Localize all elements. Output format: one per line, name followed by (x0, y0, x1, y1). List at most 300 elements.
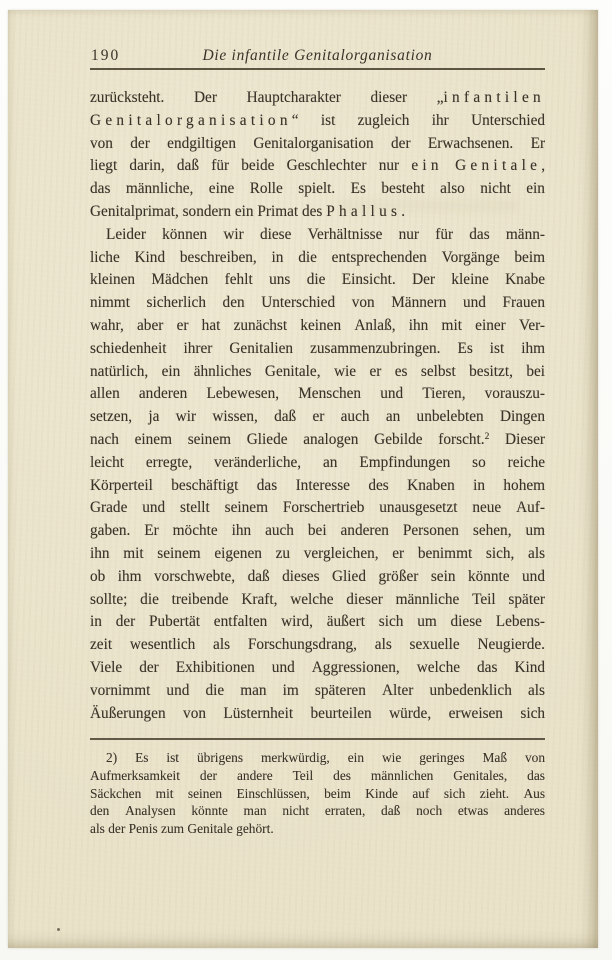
text-run: unbedenklich (429, 681, 512, 699)
text-run: Pubertät (149, 613, 200, 631)
text-run: Forschertrieb (282, 499, 365, 517)
word-gap (166, 703, 183, 726)
word-gap (153, 475, 171, 498)
text-run: ihm (117, 567, 142, 585)
text-line (90, 589, 545, 612)
text-run: von (524, 750, 545, 766)
text-run: für (211, 157, 230, 175)
word-gap (309, 802, 325, 820)
word-gap (351, 767, 371, 785)
word-gap (366, 178, 381, 201)
text-run: Alter (381, 681, 414, 699)
text-line (90, 133, 545, 156)
text-run: beurteilen (310, 704, 372, 722)
word-gap (165, 497, 180, 520)
word-gap (172, 429, 188, 452)
word-gap (245, 292, 262, 315)
text-run: um (525, 522, 545, 540)
word-gap (427, 247, 442, 270)
text-run: Kinde (365, 785, 398, 801)
word-gap (148, 361, 161, 384)
text-line (90, 566, 545, 589)
text-run: das (256, 476, 278, 494)
text-run: sexuelle (409, 636, 460, 654)
text-run: ein (161, 362, 181, 380)
text-run: als der Penis zum Genitale gehört. (90, 821, 274, 837)
text-run: Es (350, 180, 366, 198)
word-gap (268, 497, 283, 520)
word-gap (251, 520, 265, 543)
word-gap (509, 785, 523, 803)
word-gap (270, 566, 282, 589)
text-run: Männern (391, 294, 447, 312)
word-gap (243, 749, 261, 767)
text-run: Körperteil (90, 476, 153, 494)
text-run: an (385, 408, 401, 426)
text-run: Ver- (518, 316, 545, 334)
text-run: und (271, 658, 295, 676)
word-gap (207, 224, 223, 247)
word-gap (273, 767, 293, 785)
word-gap (327, 520, 341, 543)
text-run: in (90, 613, 102, 631)
text-run: merkwürdig, (260, 750, 330, 766)
text-run: Grade (90, 499, 128, 517)
text-run: dieser (370, 89, 408, 106)
word-gap (193, 178, 208, 201)
text-run: natürlich, (90, 362, 149, 380)
text-run: auch (265, 522, 294, 540)
word-gap (489, 269, 505, 292)
text-run: von (90, 134, 113, 152)
text-run: Einschlüssen, (236, 785, 310, 801)
word-gap (255, 657, 272, 680)
text-run: des (333, 768, 351, 784)
word-gap (408, 361, 421, 384)
word-gap (301, 452, 323, 475)
text-run: geringes (419, 750, 465, 766)
word-gap (450, 452, 472, 475)
word-gap (253, 269, 269, 292)
text-run: könnte (467, 567, 510, 585)
word-gap (486, 292, 503, 315)
text-run: zeit (90, 636, 113, 654)
text-run: Lebens- (495, 613, 545, 631)
text-run: ihn (231, 522, 252, 540)
word-gap (364, 749, 382, 767)
page-header (90, 46, 545, 66)
text-run: von (183, 704, 206, 722)
word-gap (330, 749, 348, 767)
text-run: kleine (451, 271, 489, 289)
word-gap (180, 361, 193, 384)
word-gap (403, 383, 422, 406)
text-run: übrigens (196, 750, 244, 766)
text-run: nicht (282, 803, 310, 819)
text-run: des (368, 476, 389, 494)
text-run: uns (269, 271, 291, 289)
text-run: keinen (300, 316, 342, 334)
text-run: es (394, 362, 408, 380)
text-run: Leider (106, 225, 146, 243)
text-run: nur (398, 225, 420, 243)
text-run: Viele (90, 658, 123, 676)
text-run: . (401, 202, 406, 220)
word-gap (117, 155, 129, 178)
text-run: Knaben (407, 476, 455, 494)
text-run: vornimmt (90, 681, 151, 699)
word-gap (164, 87, 194, 110)
text-run: anderes (504, 803, 545, 819)
text-run: liche (90, 248, 120, 266)
text-run: seinem (157, 544, 201, 562)
text-run: dieses (282, 567, 320, 585)
text-run: also (440, 180, 465, 198)
word-gap (220, 315, 233, 338)
text-run: entfalten (213, 613, 268, 631)
text-run: Teil (292, 768, 314, 784)
text-run: ist (166, 750, 180, 766)
ink-speck (57, 928, 60, 931)
text-run: und (166, 681, 190, 699)
word-gap (364, 497, 379, 520)
text-line (90, 703, 545, 726)
text-run: zu (275, 544, 291, 562)
word-gap (229, 589, 242, 612)
text-line (90, 475, 545, 498)
text-line (90, 383, 545, 406)
word-gap (294, 520, 308, 543)
word-gap (357, 634, 375, 657)
word-gap (159, 520, 173, 543)
text-run: Geschlechter (286, 157, 367, 175)
text-run: Unterschied (471, 111, 545, 129)
word-gap (335, 292, 352, 315)
text-run: das (527, 768, 545, 784)
text-run: daß (381, 803, 401, 819)
word-gap (484, 406, 500, 429)
text-run: nur (378, 157, 400, 175)
word-gap (321, 361, 334, 384)
text-run: Gebilde (374, 430, 423, 448)
word-gap (465, 749, 483, 767)
word-gap (150, 133, 167, 156)
text-run: Teil (472, 590, 496, 608)
word-gap (428, 315, 441, 338)
word-gap (366, 680, 382, 703)
text-run: seinem (187, 430, 232, 448)
word-gap (230, 634, 248, 657)
word-gap (120, 247, 135, 270)
word-gap (113, 133, 130, 156)
text-line (90, 785, 545, 803)
word-gap (120, 383, 139, 406)
text-run: einer (475, 316, 506, 334)
word-gap (453, 224, 469, 247)
word-gap (124, 452, 146, 475)
word-gap (235, 566, 247, 589)
word-gap (117, 749, 135, 767)
text-run: anderen (138, 385, 188, 403)
text-run: Genitalien (229, 339, 294, 357)
text-run: beide (241, 157, 275, 175)
text-run: möchte (172, 522, 218, 540)
text-line (90, 315, 545, 338)
word-gap (506, 315, 519, 338)
word-gap (404, 543, 418, 566)
text-run: als (213, 636, 231, 654)
word-gap (283, 247, 298, 270)
text-run: sicherlich (146, 294, 206, 312)
word-gap (217, 767, 237, 785)
word-gap (335, 178, 350, 201)
text-run: männlichen (370, 768, 434, 784)
text-run: andere (236, 768, 273, 784)
word-gap (102, 611, 116, 634)
word-gap (472, 543, 486, 566)
footnote-reference: 2 (484, 431, 490, 442)
word-gap (455, 475, 473, 498)
word-gap (513, 133, 530, 156)
word-gap (456, 361, 469, 384)
text-run: leicht (90, 453, 124, 471)
word-gap (122, 657, 139, 680)
word-gap (351, 785, 365, 803)
text-run: Kind (514, 658, 545, 676)
word-gap (290, 269, 306, 292)
word-gap (130, 520, 144, 543)
text-line (90, 749, 545, 767)
text-run: zunächst (233, 316, 288, 334)
text-run: Maß (482, 750, 508, 766)
text-run: ihn (408, 316, 429, 334)
text-line (90, 520, 545, 543)
text-run: beschreiben, (179, 248, 257, 266)
word-gap (382, 224, 398, 247)
word-gap (459, 589, 472, 612)
text-line (90, 543, 545, 566)
page-number: 190 (91, 47, 121, 64)
letterspaced-emphasis: Genitalorganisation (90, 111, 292, 129)
text-run: Tieren, (422, 385, 466, 403)
word-gap (228, 802, 244, 820)
text-run: , (541, 157, 545, 175)
text-run: er (176, 316, 189, 334)
word-gap (361, 383, 380, 406)
text-line (90, 155, 545, 178)
text-run: ist (320, 111, 336, 129)
word-gap (224, 680, 240, 703)
text-run: eine (208, 180, 235, 198)
word-gap (372, 703, 389, 726)
word-gap (392, 634, 410, 657)
text-run: veränderliche, (214, 453, 302, 471)
word-gap (135, 269, 151, 292)
letterspaced-emphasis: infantilen (443, 89, 545, 106)
text-run: neue (472, 499, 502, 517)
text-run: wahr, (90, 316, 124, 334)
text-run: und (142, 499, 166, 517)
word-gap (437, 611, 451, 634)
word-gap (313, 611, 327, 634)
word-gap (287, 315, 300, 338)
text-run: Säckchen (90, 785, 142, 801)
word-gap (296, 406, 312, 429)
text-run: an (323, 453, 338, 471)
word-gap (389, 475, 407, 498)
text-run: Der (194, 89, 217, 106)
text-run: Genitalprimat, sondern ein Primat des (90, 202, 327, 220)
word-gap (208, 269, 224, 292)
word-gap (334, 589, 347, 612)
text-run: Dieser (505, 430, 545, 448)
word-gap (370, 406, 386, 429)
text-run: unausgesetzt (379, 499, 458, 517)
text-run: seinem (224, 499, 268, 517)
text-run: der (199, 768, 218, 784)
text-run: anderen (340, 522, 389, 540)
word-gap (299, 110, 321, 133)
word-gap (217, 87, 247, 110)
word-gap (375, 292, 392, 315)
word-gap (201, 543, 215, 566)
word-gap (462, 315, 475, 338)
word-gap (396, 315, 409, 338)
word-gap (236, 133, 253, 156)
text-line (90, 178, 545, 201)
word-gap (341, 87, 371, 110)
word-gap (507, 749, 525, 767)
text-run: diese (259, 225, 292, 243)
text-run: schiedenheit (90, 339, 167, 357)
word-gap (290, 543, 304, 566)
text-run: im (282, 681, 299, 699)
word-gap (396, 269, 412, 292)
text-run: könnte (191, 803, 228, 819)
text-run: zusammenzubringen. (310, 339, 441, 357)
word-gap (218, 520, 232, 543)
text-run: Es (135, 750, 149, 766)
text-run: wesentlich (129, 636, 196, 654)
text-run: sein (430, 567, 456, 585)
running-title: Die infantile Genitalorganisation (202, 47, 433, 64)
text-run: Rolle (249, 180, 283, 198)
text-run: liegt (90, 157, 118, 175)
word-gap (124, 315, 137, 338)
text-run: daß (247, 567, 270, 585)
text-run: kleinen (90, 271, 136, 289)
text-run: beim (324, 785, 351, 801)
text-run: Interesse (295, 476, 350, 494)
word-gap (206, 703, 223, 726)
text-run: nach (90, 430, 119, 448)
text-run: die (306, 271, 326, 289)
text-run: um (417, 613, 437, 631)
text-run: Der (412, 271, 436, 289)
word-gap (423, 429, 439, 452)
text-line (90, 247, 545, 270)
word-gap (374, 133, 391, 156)
text-run: unbelebten (416, 408, 484, 426)
text-line (90, 292, 545, 315)
text-run: fehlt (224, 271, 253, 289)
text-run: für (435, 225, 454, 243)
text-run: vorschwebte, (154, 567, 236, 585)
text-run: Verhältnisse (307, 225, 383, 243)
text-line (90, 429, 545, 452)
word-gap (283, 178, 298, 201)
word-gap (500, 247, 515, 270)
word-gap (195, 634, 213, 657)
text-line (90, 657, 545, 680)
text-run: männ- (505, 225, 545, 243)
text-run: benimmt (417, 544, 473, 562)
text-line (90, 269, 545, 292)
text-run: Kraft, (241, 590, 278, 608)
word-gap (132, 406, 148, 429)
word-gap (267, 802, 283, 820)
text-run: männliche (395, 590, 460, 608)
text-run: darin, (129, 157, 165, 175)
word-gap (440, 338, 457, 361)
word-gap (501, 497, 516, 520)
word-gap (409, 110, 431, 133)
text-run: Aufmerksamkeit (90, 768, 180, 784)
text-run: Es (457, 339, 473, 357)
text-run: Genitales, (453, 768, 508, 784)
text-run: 2) (106, 750, 118, 766)
text-run: in (271, 248, 284, 266)
word-gap (485, 475, 503, 498)
word-gap (460, 657, 477, 680)
word-gap (433, 767, 453, 785)
text-run: Frauen (502, 294, 545, 312)
word-gap (337, 452, 359, 475)
text-run: größer (378, 567, 419, 585)
text-run: er (392, 544, 405, 562)
word-gap (146, 224, 162, 247)
text-run: als (527, 681, 545, 699)
text-run: und (380, 385, 404, 403)
text-run: Hauptcharakter (246, 89, 341, 106)
word-gap (274, 155, 286, 178)
word-gap (196, 406, 212, 429)
word-gap (465, 785, 479, 803)
word-gap (165, 155, 177, 178)
footnote (90, 749, 545, 838)
word-gap (310, 785, 324, 803)
word-gap (267, 680, 283, 703)
word-gap (325, 269, 341, 292)
word-gap (473, 338, 490, 361)
text-line (90, 634, 545, 657)
text-run: den (90, 803, 110, 819)
word-gap (413, 680, 429, 703)
text-run: wir (175, 408, 197, 426)
header-rule (90, 68, 545, 70)
word-gap (512, 680, 528, 703)
word-gap (180, 767, 200, 785)
text-run: Gliede (246, 430, 288, 448)
text-run: beschäftigt (171, 476, 239, 494)
word-gap (435, 269, 451, 292)
word-gap (163, 315, 176, 338)
word-gap (383, 589, 396, 612)
page-content (90, 10, 545, 838)
text-line (90, 452, 545, 475)
word-gap (188, 315, 201, 338)
text-run: Analysen (125, 803, 176, 819)
